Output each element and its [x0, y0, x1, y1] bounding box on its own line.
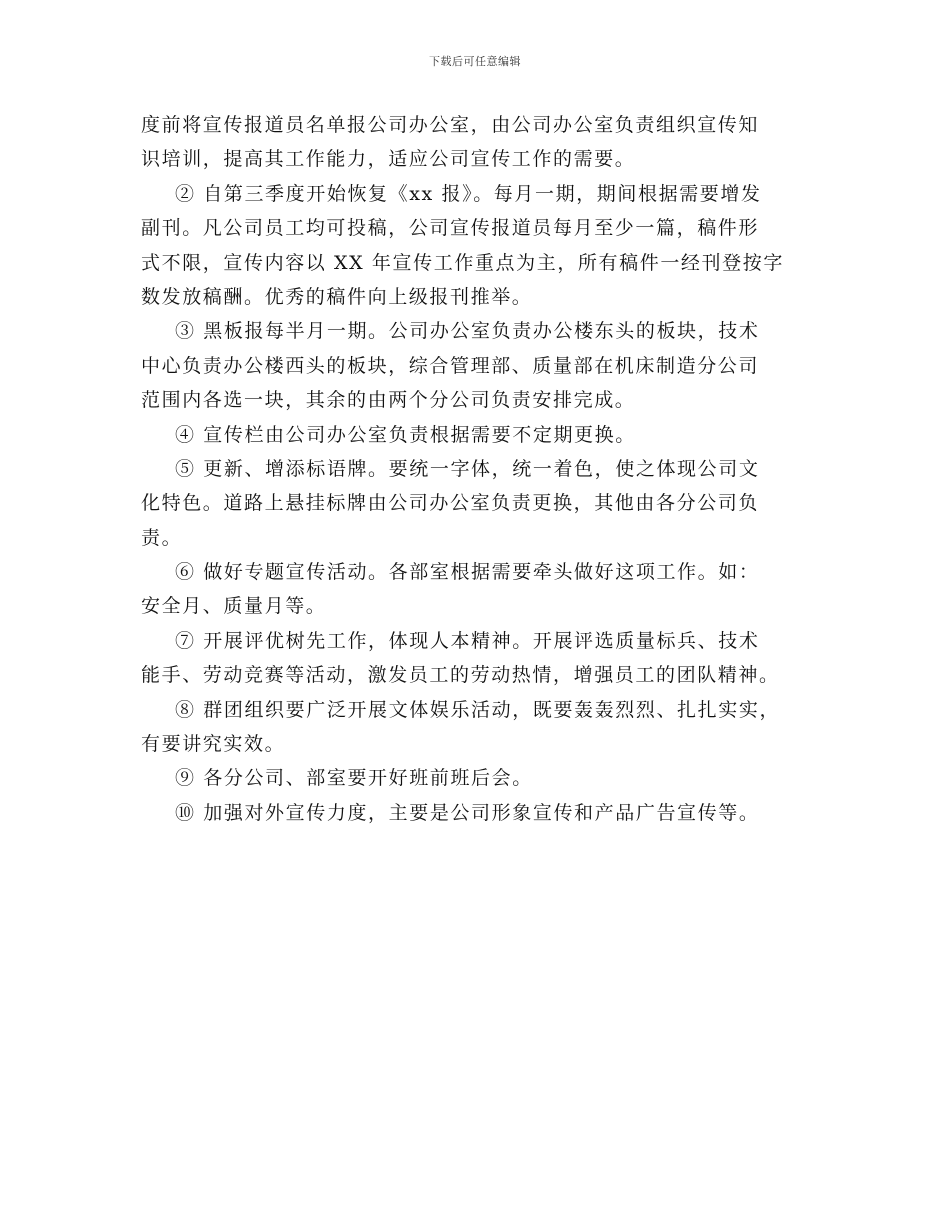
page-header: 下载后可任意编辑: [429, 55, 521, 68]
body-line: ⑥ 做好专题宣传活动。各部室根据需要牵头做好这项工作。如：: [175, 561, 760, 584]
body-line: 安全月、质量月等。: [141, 595, 327, 618]
body-line: ⑧ 群团组织要广泛开展文体娱乐活动，既要轰轰烈烈、扎扎实实，: [175, 698, 781, 721]
body-line: 数发放稿酬。优秀的稿件向上级报刊推举。: [141, 285, 533, 308]
body-line: 副刊。凡公司员工均可投稿，公司宣传报道员每月至少一篇，稿件形: [141, 217, 760, 240]
document-body: [141, 108, 821, 830]
body-line: ⑤ 更新、增添标语牌。要统一字体，统一着色，使之体现公司文: [175, 457, 760, 480]
body-line: 度前将宣传报道员名单报公司办公室，由公司办公室负责组织宣传知: [141, 114, 760, 136]
body-line: 有要讲究实效。: [141, 733, 286, 756]
body-line: ② 自第三季度开始恢复《xx 报》。每月一期，期间根据需要增发: [175, 182, 762, 205]
body-line: 能手、劳动竞赛等活动，激发员工的劳动热情，增强员工的团队精神。: [141, 664, 780, 687]
body-line: ⑨ 各分公司、部室要开好班前班后会。: [175, 767, 533, 790]
body-line: 识培训，提高其工作能力，适应公司宣传工作的需要。: [141, 148, 636, 171]
body-line: 式不限，宣传内容以 XX 年宣传工作重点为主，所有稿件一经刊登按字: [141, 251, 784, 274]
body-line: 责。: [141, 526, 183, 549]
body-line: ⑦ 开展评优树先工作，体现人本精神。开展评选质量标兵、技术: [175, 629, 760, 652]
body-line: 化特色。道路上悬挂标牌由公司办公室负责更换，其他由各分公司负: [141, 492, 760, 515]
body-line: 范围内各选一块，其余的由两个分公司负责安排完成。: [141, 389, 636, 412]
body-line: ③ 黑板报每半月一期。公司办公室负责办公楼东头的板块，技术: [175, 320, 760, 343]
body-line: 中心负责办公楼西头的板块，综合管理部、质量部在机床制造分公司: [141, 354, 760, 377]
body-line: ④ 宣传栏由公司办公室负责根据需要不定期更换。: [175, 423, 636, 446]
body-line: ⑩ 加强对外宣传力度，主要是公司形象宣传和产品广告宣传等。: [175, 801, 760, 824]
